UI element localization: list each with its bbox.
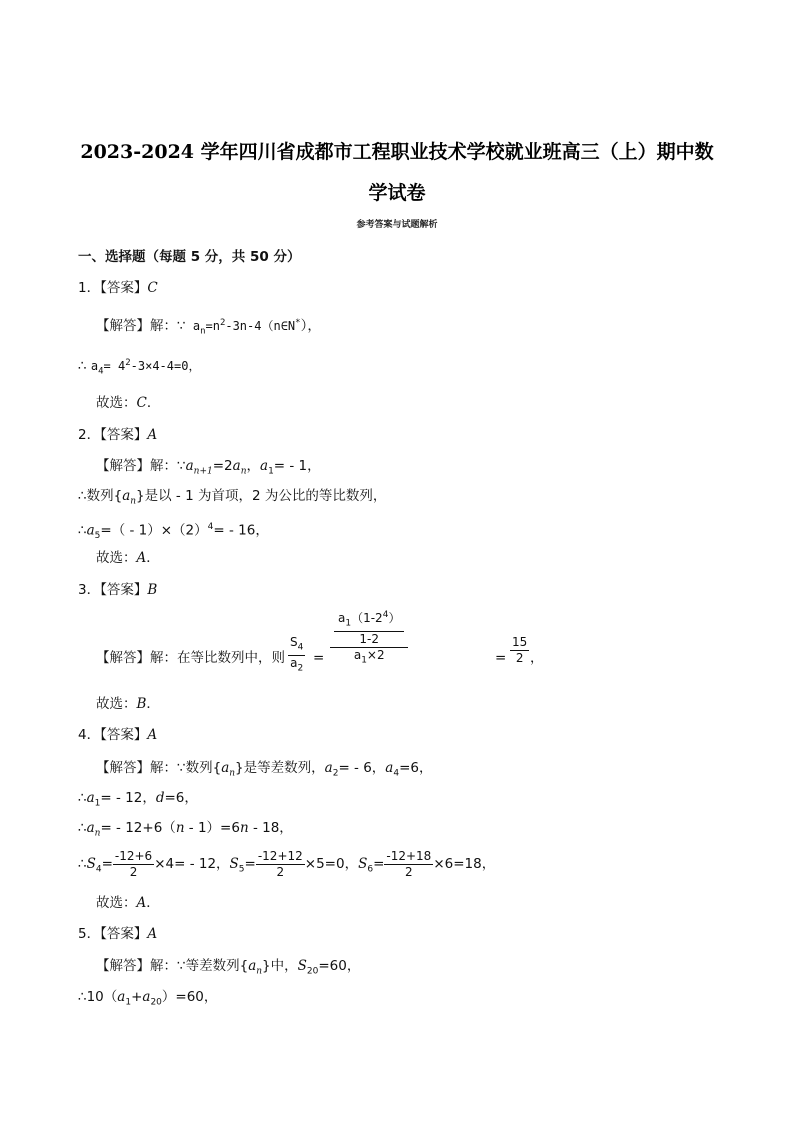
q3-comma: ，	[530, 650, 544, 666]
q5-analysis-tag: 【解答】	[96, 958, 150, 974]
q4-analysis-line-4: $\therefore S_4=$ $\frac{-12+6}{2}$ ×4= - 12，$S_5=$ $\frac{-12+12}{2}$ ×5=0，$S_6=$ $\frac{-12+18}{2}$ ×6=18，	[78, 848, 496, 879]
q4-l4-pre: ∴	[78, 856, 87, 872]
q4-l3-mid: = - 12+6（	[100, 820, 176, 836]
q5-l2-pre: ∴10（	[78, 989, 118, 1005]
page-title-line-1: 2023-2024 学年四川省成都市工程职业技术学校就业班高三（上）期中数	[80, 141, 714, 163]
q2-l1-i: 1	[268, 466, 274, 477]
q4-l2-mid: = - 12，	[100, 790, 156, 806]
q1-end: ），	[300, 318, 321, 334]
q3-result-num: 15	[512, 635, 528, 649]
q3-den-sub: 1	[361, 655, 367, 666]
q3-s-sub: 4	[297, 642, 304, 653]
q4-l3-n: n	[94, 828, 101, 839]
page-subtitle: 参考答案与试题解析	[356, 220, 438, 230]
q4-l1-a4: a	[385, 760, 394, 776]
q2-l1-e: a	[232, 458, 241, 474]
q4-s6-end: ×6=18，	[433, 856, 496, 872]
q4-s6-num: -12+18	[386, 848, 432, 863]
q5-l1-mid: }中，	[262, 958, 298, 974]
q4-l2-a: a	[86, 790, 95, 806]
q2-l1-b: a	[185, 458, 194, 474]
q4-l1-an: a	[221, 760, 230, 776]
q1-formula	[186, 318, 301, 337]
q4-l3-nn: n	[175, 820, 185, 836]
q3-compound-fraction	[330, 608, 408, 669]
page-title-line-2: 学试卷	[368, 182, 426, 204]
q2-l3-f: = - 16，	[213, 522, 269, 539]
q4-number: 4．	[78, 727, 101, 743]
q4-l1-rest: }是等差数列，	[235, 760, 325, 776]
q5-answer-tag: 【答案】	[100, 926, 148, 942]
q2-l1-d: =2	[212, 458, 233, 474]
q2-l1-c: n+1	[193, 466, 213, 477]
q4-l1-2: 2	[332, 768, 339, 779]
q1-answer-tag: 【答案】	[100, 280, 148, 296]
q2-analysis-tag: 【解答】	[96, 458, 150, 474]
q1-sq: 2	[125, 358, 131, 368]
q5-l1-n: n	[256, 966, 263, 977]
q3-number: 3．	[78, 582, 101, 598]
q4-s4-num: -12+6	[114, 848, 153, 863]
q4-s6-fraction	[384, 849, 433, 880]
q4-l3-a: a	[86, 820, 95, 836]
q5-analysis-line-1	[96, 956, 360, 982]
q1-answer: C	[147, 280, 158, 296]
q3-inner-den: 1-2	[359, 632, 380, 647]
q4-l3-pre: ∴	[78, 820, 87, 836]
q3-result-den: 2	[515, 651, 524, 665]
q2-l2-b: a	[122, 488, 131, 504]
q4-conclusion-end: ．	[146, 895, 160, 911]
q2-l3-e: 4	[207, 522, 214, 532]
q2-analysis-line-3	[78, 517, 269, 546]
q4-l3-end: - 18，	[248, 820, 293, 836]
q1-conclusion-end: ．	[146, 395, 161, 411]
q5-l1-pre: 解：∵等差数列{	[150, 958, 249, 974]
q4-l3-mid2: - 1）=6	[184, 820, 240, 836]
q2-l3-c: 5	[94, 531, 101, 542]
q4-s4-sub: 4	[95, 864, 102, 875]
q4-l1-n: n	[229, 768, 236, 779]
q2-conclusion-end: ．	[146, 550, 160, 566]
q3-inner-fraction	[334, 608, 404, 647]
q2-l2-c: n	[130, 496, 137, 507]
q5-analysis-line-2	[78, 987, 217, 1013]
q3-equals-2: =	[495, 650, 507, 666]
q4-s4: S	[86, 856, 96, 872]
q4-l2-1: 1	[94, 798, 101, 809]
q4-s6: S	[358, 856, 368, 872]
q1-a4: a	[90, 359, 99, 373]
q2-answer: A	[147, 427, 158, 443]
q3-analysis-label	[96, 648, 285, 668]
q4-conclusion-answer: A	[136, 895, 147, 911]
q1-text: 解：∵	[150, 318, 186, 334]
q5-l2-plus: +	[131, 989, 143, 1005]
q4-l1-a2: a	[324, 760, 333, 776]
q4-l2-d: d	[155, 790, 165, 806]
q3-big-den	[330, 648, 408, 668]
q5-l1-a: a	[248, 958, 257, 974]
q2-conclusion-answer: A	[136, 550, 147, 566]
q2-l3-b: a	[86, 522, 95, 539]
q4-analysis-line-3	[78, 818, 293, 844]
q2-analysis-line-1	[96, 456, 321, 482]
q2-l1-f: n	[240, 466, 247, 477]
q1-4-sub: 4	[98, 366, 104, 377]
q2-l2-a: ∴数列{	[78, 488, 123, 504]
q1-conclusion-text: 故选：	[96, 395, 137, 411]
q1-star: *	[295, 318, 301, 328]
q1-conclusion-answer: C	[136, 395, 147, 411]
q1-answer-line	[78, 278, 158, 298]
q3-fraction-s4-a2	[288, 635, 305, 677]
q4-s5-fraction	[256, 849, 305, 880]
q4-l1-mid: = - 6，	[338, 760, 386, 776]
q3-conclusion-answer: B	[136, 696, 147, 712]
q3-inner-num	[334, 608, 404, 632]
q5-answer: A	[147, 926, 158, 942]
q4-answer: A	[147, 727, 158, 743]
q2-l1-a: 解：∵	[150, 458, 186, 474]
q1-n-sub: n	[200, 326, 206, 337]
q3-big-num	[330, 608, 408, 648]
q5-l2-20: 20	[150, 997, 162, 1008]
q4-l3-n2: n	[239, 820, 249, 836]
q1-analysis-line-2	[78, 353, 200, 381]
q5-l2-1: 1	[125, 997, 132, 1008]
q2-answer-line	[78, 425, 157, 445]
q4-l2-end: =6，	[164, 790, 198, 806]
q3-inner-sup: 4	[382, 610, 389, 620]
q4-s5-end: ×5=0，	[304, 856, 359, 872]
q4-conclusion-text: 故选：	[96, 895, 137, 911]
q3-answer-tag: 【答案】	[100, 582, 148, 598]
q3-answer-line	[78, 580, 157, 600]
q1-conclusion	[96, 393, 160, 413]
q3-frac1-den	[288, 656, 305, 676]
q3-inner-a: a	[338, 611, 346, 625]
q5-l2-a1: a	[117, 989, 126, 1005]
q2-l1-g: ，	[246, 458, 260, 474]
q3-frac1-num	[288, 635, 305, 656]
q1-rest: -3n-4（n∈N	[225, 319, 296, 333]
q1-analysis-tag: 【解答】	[96, 318, 150, 334]
q5-l2-a20: a	[142, 989, 151, 1005]
q3-den-b: ×2	[366, 648, 385, 663]
q5-l1-20: 20	[306, 966, 319, 977]
q1-formula-2	[90, 358, 201, 377]
q4-s6-den: 2	[405, 864, 413, 879]
q4-answer-tag: 【答案】	[100, 727, 148, 743]
q2-l1-j: = - 1，	[273, 458, 321, 474]
q4-s4-den: 2	[129, 864, 138, 879]
section-heading: 一、选择题（每题 5 分，共 50 分）	[78, 249, 301, 265]
q4-analysis-line-2	[78, 788, 198, 814]
q1-analysis-line-1	[96, 313, 321, 341]
q5-l2-end: ）=60，	[161, 989, 218, 1005]
q1-result: -3×4-4=0，	[130, 359, 201, 373]
q4-analysis-tag: 【解答】	[96, 760, 150, 776]
q4-s5-num: -12+12	[257, 848, 303, 863]
q4-l2-pre: ∴	[78, 790, 87, 806]
q4-s5-sub: 5	[238, 864, 245, 875]
q2-l1-h: a	[260, 458, 269, 474]
q4-s5: S	[229, 856, 239, 872]
q2-conclusion-text: 故选：	[96, 550, 137, 566]
q3-text: 解：在等比数列中，则	[150, 650, 285, 666]
q2-analysis-line-2	[78, 486, 386, 512]
q4-s5-den: 2	[276, 864, 285, 879]
q3-conclusion-text: 故选：	[96, 696, 137, 712]
q2-l3-a: ∴	[78, 522, 87, 539]
q4-answer-line	[78, 725, 157, 745]
q2-l3-d: =（ - 1）×（2）	[100, 522, 208, 539]
q3-answer: B	[147, 582, 158, 598]
q1-eq4: = 4	[103, 359, 126, 373]
q4-analysis-line-1	[96, 758, 433, 784]
q1-therefore: ∴	[78, 358, 91, 374]
q5-answer-line	[78, 924, 157, 944]
q3-equals-1: =	[313, 650, 325, 666]
q4-l1-4: 4	[393, 768, 400, 779]
q3-a: a	[290, 656, 298, 671]
q5-l1-end: =60，	[318, 958, 361, 974]
q3-inner-sub: 1	[345, 618, 352, 629]
q3-conclusion-end: ．	[146, 696, 160, 712]
q3-den-a: a	[353, 648, 362, 663]
q2-conclusion	[96, 548, 160, 568]
q3-a-sub: 2	[297, 663, 304, 674]
q3-inner-b: （1-2	[351, 611, 383, 625]
q3-conclusion	[96, 694, 160, 714]
q2-l2-d: }是以 - 1 为首项，2 为公比的等比数列，	[136, 488, 387, 504]
q3-fraction-result	[510, 635, 529, 666]
q4-s6-sub: 6	[367, 864, 374, 875]
q4-l1-end: =6，	[399, 760, 433, 776]
q4-l1: 解：∵数列{	[150, 760, 222, 776]
q2-number: 2．	[78, 427, 101, 443]
q2-answer-tag: 【答案】	[100, 427, 148, 443]
q1-sup: 2	[219, 318, 226, 328]
q4-s4-fraction	[113, 849, 154, 880]
q5-number: 5．	[78, 926, 101, 942]
q5-l1-s: S	[297, 958, 307, 974]
q1-a: a	[192, 319, 201, 333]
q3-s: S	[290, 635, 298, 649]
q3-inner-c: ）	[388, 611, 401, 625]
q1-eq: =n	[205, 319, 220, 333]
q4-s4-end: ×4= - 12，	[154, 856, 230, 872]
q1-number: 1．	[78, 280, 101, 296]
q4-conclusion	[96, 893, 160, 913]
q3-analysis-tag: 【解答】	[96, 650, 150, 666]
